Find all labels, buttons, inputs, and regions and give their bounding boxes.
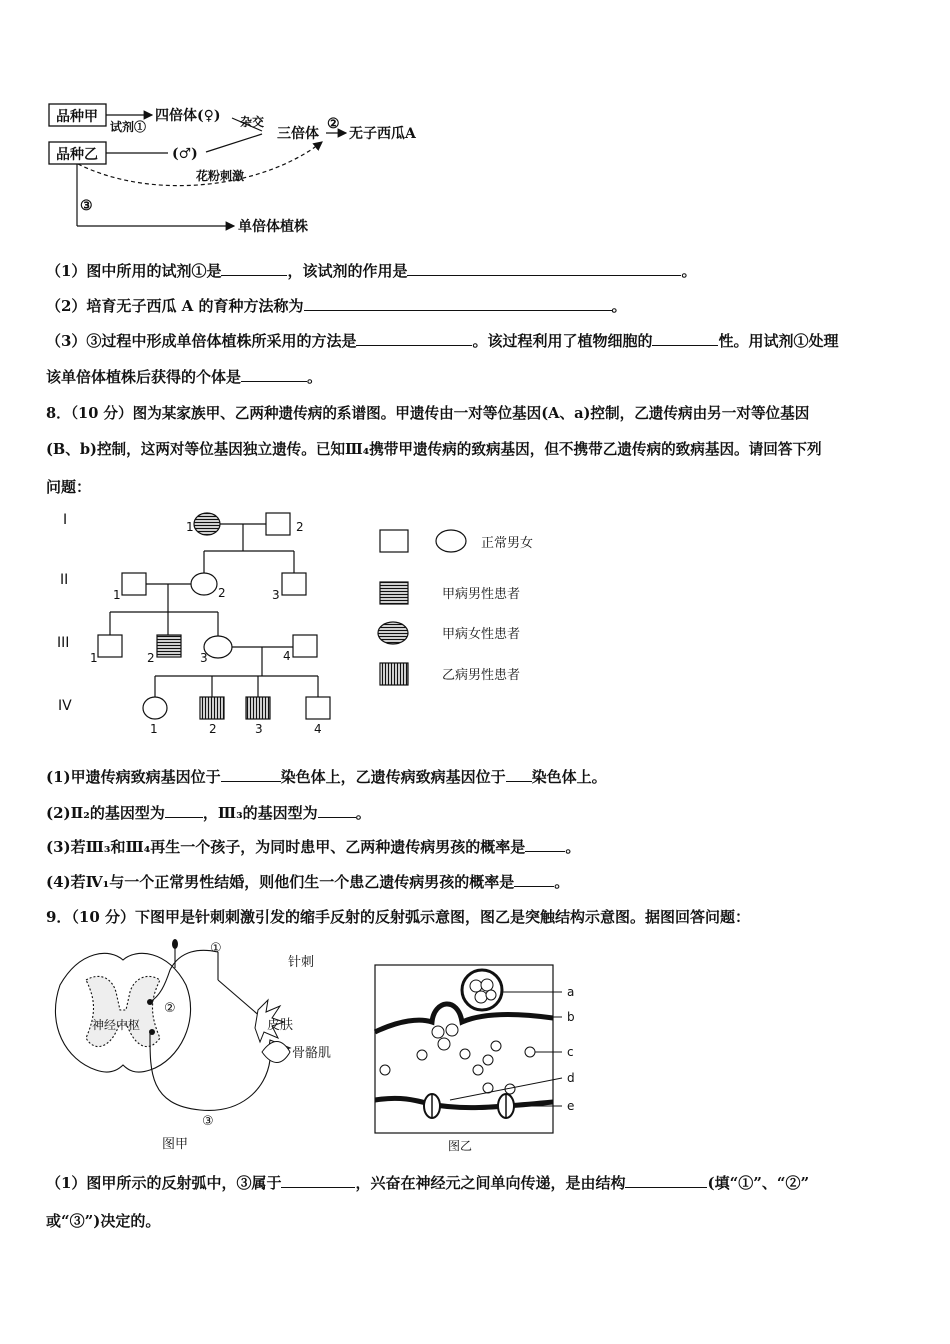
answer-blank[interactable] <box>652 331 718 346</box>
tetraploid-label: 四倍体(♀) <box>155 108 221 124</box>
individual-iv1 <box>143 697 167 719</box>
gen-label-i: I <box>63 512 68 528</box>
num-iii4: 4 <box>283 649 291 663</box>
individual-ii1 <box>122 573 146 595</box>
q7-s3a: （3）③过程中形成单倍体植株所采用的方法是 <box>46 332 357 350</box>
q9-s1b: ，兴奋在神经元之间单向传递，是由结构 <box>355 1174 626 1192</box>
q8-a1a: (1)甲遗传病致病基因位于 <box>46 768 221 786</box>
num-ii3: 3 <box>272 588 280 602</box>
q8-a2b: ，Ⅲ₃的基因型为 <box>202 804 318 822</box>
triploid-label: 三倍体 <box>277 126 319 142</box>
num-ii2: 2 <box>218 586 226 600</box>
q7-s1c: 。 <box>681 262 697 280</box>
legend-normal-female <box>436 530 466 552</box>
gen-label-iii: III <box>57 635 70 651</box>
skeletal-muscle-icon <box>262 1042 290 1063</box>
fig-a-muscle: 骨骼肌 <box>292 1046 332 1061</box>
answer-blank[interactable] <box>241 367 307 382</box>
legend-normal-text: 正常男女 <box>481 536 534 551</box>
q7-s3d: 该单倍体植株后获得的个体是 <box>46 368 242 386</box>
q7-s1b: ，该试剂的作用是 <box>287 262 408 280</box>
num-iii3: 3 <box>200 651 208 665</box>
q8-a3b: 。 <box>565 838 581 856</box>
answer-blank[interactable] <box>625 1173 707 1188</box>
legend-b-male-text: 乙病男性患者 <box>442 668 521 683</box>
fig-a-c2: ② <box>164 1001 176 1016</box>
legend-b-male <box>380 663 408 685</box>
num-i1: 1 <box>186 520 194 534</box>
pedigree-chart <box>0 500 950 740</box>
synapse-label-a: a <box>567 985 575 999</box>
individual-iii1 <box>98 635 122 657</box>
gen-label-ii: II <box>60 572 69 588</box>
fig-a-caption: 图甲 <box>162 1137 189 1152</box>
individual-ii2 <box>191 573 217 595</box>
legend-normal-male <box>380 530 408 552</box>
synapse-figure <box>370 960 610 1160</box>
legend-a-female-text: 甲病女性患者 <box>442 627 521 642</box>
answer-blank[interactable] <box>407 261 681 276</box>
q7-s3e: 。 <box>307 368 323 386</box>
fig-a-c3: ③ <box>202 1114 214 1129</box>
individual-iii3 <box>204 636 232 658</box>
synapse-label-e: e <box>567 1099 575 1113</box>
individual-iv2 <box>200 697 224 719</box>
q8-a4a: (4)若Ⅳ₁与一个正常男性结婚，则他们生一个患乙遗传病男孩的概率是 <box>46 873 515 891</box>
cross-line-lower <box>206 134 262 152</box>
individual-ii3 <box>282 573 306 595</box>
box-variety-a-label: 品种甲 <box>56 109 98 125</box>
answer-blank[interactable] <box>221 261 287 276</box>
synapse-caption: 图乙 <box>448 1139 473 1153</box>
q9-line-2: 或“③”)决定的。 <box>46 1212 161 1230</box>
individual-i2 <box>266 513 290 535</box>
q7-s2a: （2）培育无子西瓜 A 的育种方法称为 <box>46 297 304 315</box>
q7-line-1 <box>46 260 696 281</box>
q8-intro-1: 8．（10 分）图为某家族甲、乙两种遗传病的系谱图。甲遗传由一对等位基因(A、a)控制，乙遗传病由另一对等位基因 <box>46 405 810 422</box>
ganglion <box>172 939 178 949</box>
fig-a-c1: ① <box>210 941 222 956</box>
answer-blank[interactable] <box>514 872 554 887</box>
breeding-diagram <box>0 0 950 250</box>
cross-label: 杂交 <box>240 115 265 129</box>
legend-a-female <box>378 622 408 644</box>
q8-a2c: 。 <box>355 804 371 822</box>
q7-line-3 <box>46 330 838 351</box>
q8-answer-3 <box>46 836 580 857</box>
male-label: (♂) <box>172 146 198 162</box>
q9-s1c: (填“①”、“②” <box>707 1174 810 1192</box>
q7-line-2 <box>46 295 627 316</box>
num-iv2: 2 <box>209 722 217 736</box>
answer-blank[interactable] <box>304 296 612 311</box>
num-iv1: 1 <box>150 722 158 736</box>
q8-a1b: 染色体上，乙遗传病致病基因位于 <box>280 768 506 786</box>
answer-blank[interactable] <box>221 767 281 782</box>
q8-a1c: 染色体上。 <box>531 768 607 786</box>
seedless-label: 无子西瓜A <box>349 126 416 142</box>
q8-intro-3: 问题： <box>46 478 92 496</box>
individual-iii2 <box>157 635 181 657</box>
reagent-label: 试剂① <box>110 120 147 134</box>
q8-answer-1 <box>46 766 607 787</box>
step2-label: ② <box>327 116 340 132</box>
q8-a4b: 。 <box>554 873 570 891</box>
num-iv4: 4 <box>314 722 322 736</box>
answer-blank[interactable] <box>506 767 532 782</box>
pollen-label: 花粉刺激 <box>196 169 245 183</box>
num-iv3: 3 <box>255 722 263 736</box>
q8-answer-2 <box>46 802 371 823</box>
synapse-label-c: c <box>567 1045 574 1059</box>
answer-blank[interactable] <box>356 331 472 346</box>
num-iii2: 2 <box>147 651 155 665</box>
answer-blank[interactable] <box>318 803 356 818</box>
answer-blank[interactable] <box>281 1173 355 1188</box>
q8-intro-2: (B、b)控制，这两对等位基因独立遗传。已知Ⅲ₄携带甲遗传病的致病基因，但不携带乙遗传病的致病基因。请回答下列 <box>46 441 822 458</box>
fig-a-center: 神经中枢 <box>92 1018 141 1032</box>
q7-s2b: 。 <box>611 297 627 315</box>
q9-line-1 <box>46 1172 809 1193</box>
legend-a-male-text: 甲病男性患者 <box>442 587 521 602</box>
q7-s3c: 性。用试剂①处理 <box>718 332 839 350</box>
synapse-label-d: d <box>567 1071 575 1085</box>
fig-a-needle: 针刺 <box>288 955 315 970</box>
q8-a3a: (3)若Ⅲ₃和Ⅲ₄再生一个孩子，为同时患甲、乙两种遗传病男孩的概率是 <box>46 838 526 856</box>
individual-iv4 <box>306 697 330 719</box>
individual-iii4 <box>293 635 317 657</box>
reflex-arc-figure <box>0 930 360 1160</box>
individual-iv3 <box>246 697 270 719</box>
q9-s1a: （1）图甲所示的反射弧中，③属于 <box>46 1174 282 1192</box>
haploid-label: 单倍体植株 <box>238 219 308 235</box>
answer-blank[interactable] <box>165 803 203 818</box>
num-iii1: 1 <box>90 651 98 665</box>
q9-intro: 9．（10 分）下图甲是针刺刺激引发的缩手反射的反射弧示意图，图乙是突触结构示意图。据图回答问题： <box>46 908 751 926</box>
q7-line-4 <box>46 366 322 387</box>
q7-s3b: 。该过程利用了植物细胞的 <box>472 332 653 350</box>
legend-a-male <box>380 582 408 604</box>
gen-label-iv: IV <box>58 698 72 714</box>
box-variety-b-label: 品种乙 <box>56 147 98 163</box>
fig-a-skin-text: 皮肤 <box>267 1018 294 1033</box>
step3-label: ③ <box>80 198 93 214</box>
individual-i1 <box>194 513 220 535</box>
synapse-label-b: b <box>567 1010 575 1024</box>
num-ii1: 1 <box>113 588 121 602</box>
q8-a2a: (2)Ⅱ₂的基因型为 <box>46 804 165 822</box>
answer-blank[interactable] <box>525 837 565 852</box>
num-i2: 2 <box>296 520 304 534</box>
q7-s1a: （1）图中所用的试剂①是 <box>46 262 222 280</box>
q8-answer-4 <box>46 871 569 892</box>
